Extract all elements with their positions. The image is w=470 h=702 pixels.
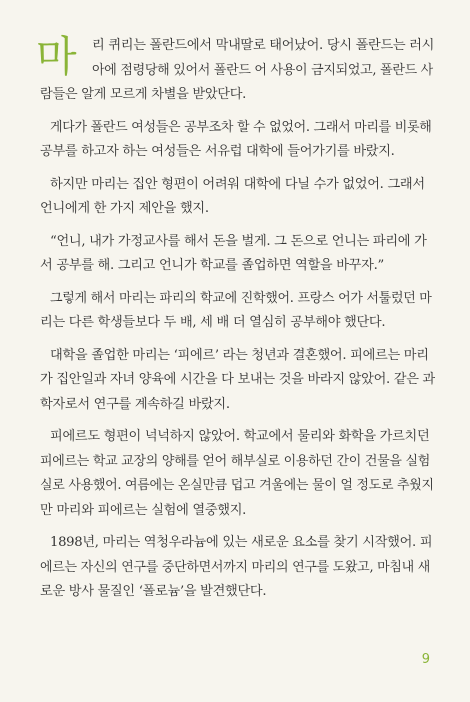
paragraph-3	[40, 173, 435, 222]
text-line: 피에르도 형편이 넉넉하지 않았어. 학교에서 물리와 화학을 가르치던	[50, 429, 430, 444]
text-line: 그렇게 해서 마리는 파리의 학교에 진학했어. 프랑스 어가 서툴렀던 마	[50, 290, 432, 306]
paragraph-2	[40, 116, 435, 165]
paragraph-1	[36, 32, 435, 108]
text-line: 실로 사용했어. 여름에는 온실만큼 덥고 겨울에는 물이 얼 정도로 추웠지	[40, 478, 434, 493]
text-line: 학자로서 연구를 계속하길 바랐지.	[40, 396, 230, 412]
text-line: 1898년, 마리는 역청우라늄에 있는 새로운 요소를 찾기 시작했어. 피	[50, 535, 433, 550]
text-line: 람들은 알게 모르게 차별을 받았단다.	[40, 87, 247, 102]
text-line: 공부를 하고자 하는 여성들은 서유럽 대학에 들어가기를 바랐지.	[40, 144, 395, 159]
text-line: 리는 다른 학생들보다 두 배, 세 배 더 열심히 공부해야 했단다.	[40, 315, 386, 330]
text-line: “언니, 내가 가정교사를 해서 돈을 벌게. 그 돈으로 언니는 파리에 가	[50, 233, 427, 249]
text-line: 만 마리와 피에르는 실험에 열중했지.	[40, 502, 247, 518]
text-line: 로운 방사 물질인 ‘폴로늄’을 발견했단다.	[40, 584, 267, 599]
body-text	[36, 32, 435, 605]
text-line: 하지만 마리는 집안 형편이 어려워 대학에 다닐 수가 없었어. 그래서	[50, 176, 425, 192]
text-line: 게다가 폴란드 여성들은 공부조차 할 수 없었어. 그래서 마리를 비롯해	[50, 119, 432, 135]
paragraph-5	[40, 287, 435, 336]
text-line: 대학을 졸업한 마리는 ‘피에르’ 라는 청년과 결혼했어. 피에르는 마리	[50, 347, 429, 363]
text-line: 가 집안일과 자녀 양육에 시간을 다 보내는 것을 바라지 않았어. 같은 과	[40, 372, 435, 387]
text-line: 에르는 자신의 연구를 중단하면서까지 마리의 연구를 도왔고, 마침내 새	[40, 559, 430, 575]
drop-cap: 마	[36, 32, 77, 81]
text-line: 리 퀴리는 폴란드에서 막내딸로 태어났어. 당시 폴란드는 러시	[92, 38, 435, 53]
paragraph-8	[40, 531, 435, 605]
paragraph-4	[40, 230, 435, 279]
text-line: 아에 점령당해 있어서 폴란드 어 사용이 금지되었고, 폴란드 사	[92, 62, 433, 78]
text-line: 피에르는 학교 교장의 양해를 얻어 해부실로 이용하던 간이 건물을 실험	[40, 453, 430, 469]
text-line: 언니에게 한 가지 제안을 했지.	[40, 201, 209, 216]
page-number: 9	[421, 652, 430, 667]
text-line: 서 공부를 해. 그리고 언니가 학교를 졸업하면 역할을 바꾸자.”	[40, 258, 384, 273]
paragraph-7	[40, 425, 435, 523]
paragraph-6	[40, 344, 435, 418]
